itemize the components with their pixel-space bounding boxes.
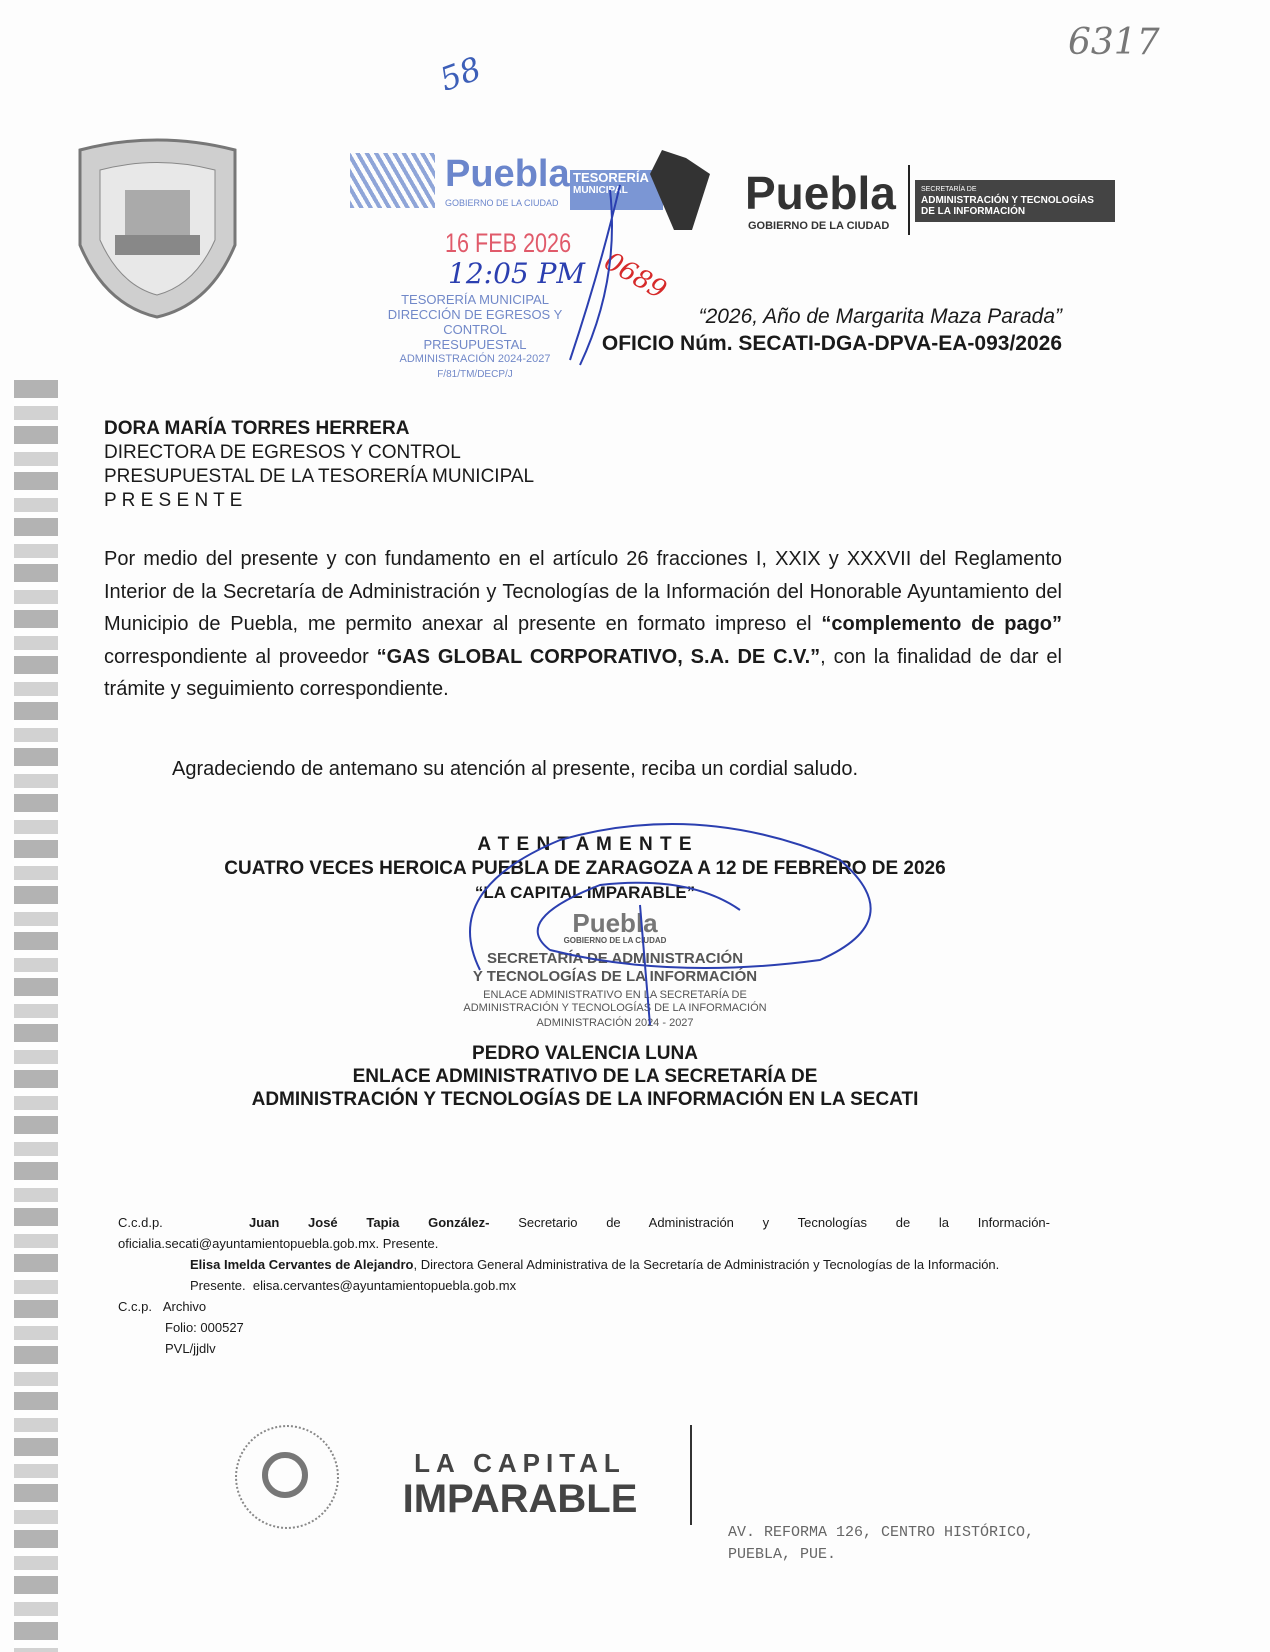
supplier-name: “GAS GLOBAL CORPORATIVO, S.A. DE C.V.” xyxy=(376,645,821,668)
stamp-badge-line1: TESORERÍA xyxy=(573,170,649,185)
handwritten-initials: 58 xyxy=(434,49,486,99)
addressee-block xyxy=(104,417,534,513)
signer-block xyxy=(150,1042,1020,1111)
puebla-logo-sub: GOBIERNO DE LA CIUDAD xyxy=(748,220,890,232)
stamp-line: DIRECCIÓN DE EGRESOS Y CONTROL xyxy=(387,307,563,337)
address-line: PUEBLA, PUE. xyxy=(728,1546,837,1563)
atentamente: A T E N T A M E N T E xyxy=(477,834,693,855)
body-text: , con la finalidad de dar el trámite y seguimiento correspondiente. xyxy=(104,645,1062,700)
signer-name: PEDRO VALENCIA LUNA xyxy=(472,1043,698,1064)
stamp-logo-emblem-icon xyxy=(350,153,435,208)
body-paragraph xyxy=(104,543,1062,706)
footer-address xyxy=(728,1522,1034,1566)
addressee-presente: P R E S E N T E xyxy=(104,490,243,511)
stamp-line: PRESUPUESTAL xyxy=(423,337,527,352)
received-date-stamp: 16 FEB 2026 xyxy=(445,228,572,258)
sign-stamp-line: ADMINISTRACIÓN Y TECNOLOGÍAS DE LA INFORMACIÓN xyxy=(463,1002,767,1014)
stamp-logo-sub: GOBIERNO DE LA CIUDAD xyxy=(445,198,559,208)
year-motto: “2026, Año de Margarita Maza Parada” xyxy=(698,305,1062,328)
sign-stamp-line: ENLACE ADMINISTRATIVO EN LA SECRETARÍA DE xyxy=(483,989,747,1001)
body-emphasis: “complemento de pago” xyxy=(821,613,1062,635)
folio-stamp-number: 0689 xyxy=(598,246,672,306)
body-text: Por medio del presente y con fundamento en el artículo 26 fracciones I, XXIX y XXXVII del Reglamento Interior de la Secretaría de Administración y Tecnologías de la Información del Honorable Ayuntamiento del Municipio de Puebla, me permito anexar al presente en formato impreso el xyxy=(104,548,1062,635)
stamp-line: F/81/TM/DECP/J xyxy=(437,369,513,380)
stamp-line: ADMINISTRACIÓN 2024-2027 xyxy=(399,353,551,365)
signer-title: ENLACE ADMINISTRATIVO DE LA SECRETARÍA DE xyxy=(352,1066,818,1087)
puebla-logo-text: Puebla xyxy=(745,167,896,219)
ccp-label: C.c.p. xyxy=(118,1299,152,1314)
signer-title: ADMINISTRACIÓN Y TECNOLOGÍAS DE LA INFORMACIÓN EN LA SECATI xyxy=(251,1089,919,1110)
initials-text: PVL/jjdlv xyxy=(165,1341,216,1356)
ccp-archivo: Archivo xyxy=(162,1299,207,1314)
body-text: correspondiente al proveedor xyxy=(104,645,377,668)
stamp-logo-brand: Puebla xyxy=(445,153,570,195)
oficio-number: OFICIO Núm. SECATI-DGA-DPVA-EA-093/2026 xyxy=(601,332,1062,355)
closing-city-date: CUATRO VECES HEROICA PUEBLA DE ZARAGOZA A 12 DE FEBRERO DE 2026 xyxy=(224,858,946,879)
cc-text: . Presente. xyxy=(375,1236,439,1251)
handwritten-signature-icon xyxy=(440,810,890,1040)
folio-text: Folio: 000527 xyxy=(165,1320,244,1335)
logo-divider xyxy=(908,165,910,235)
ccp-block xyxy=(118,1212,1050,1359)
addressee-title: PRESUPUESTAL DE LA TESORERÍA MUNICIPAL xyxy=(104,466,535,487)
closing-greeting: Agradeciendo de antemano su atención al presente, reciba un cordial saludo. xyxy=(172,758,859,780)
secretaria-badge xyxy=(915,180,1115,222)
cc-name: Elisa Imelda Cervantes de Alejandro xyxy=(190,1257,414,1272)
cc-role: Secretario de Administración y Tecnologías de la Información- xyxy=(489,1215,1050,1230)
ccdp-label: C.c.d.p. xyxy=(118,1215,163,1230)
handwritten-page-number: 6317 xyxy=(1068,22,1160,63)
addressee-name: DORA MARÍA TORRES HERRERA xyxy=(104,418,410,439)
capital-line1: LA CAPITAL xyxy=(414,1448,626,1478)
cc-email-link[interactable]: elisa.cervantes@ayuntamientopuebla.gob.mx xyxy=(252,1278,517,1293)
handwritten-time: 12:05 PM xyxy=(448,257,586,290)
stamp-line: TESORERÍA MUNICIPAL xyxy=(401,292,549,307)
closing-slogan: “LA CAPITAL IMPARABLE” xyxy=(474,883,696,902)
cc-name: Juan José Tapia González- xyxy=(248,1215,490,1230)
secretaria-line2: DE LA INFORMACIÓN xyxy=(921,206,1026,217)
sign-stamp-logo: Puebla xyxy=(572,908,658,938)
city-coat-of-arms-seal xyxy=(70,135,245,320)
decorative-border-strip xyxy=(14,380,58,1652)
footer-divider xyxy=(690,1425,692,1525)
puebla-emblem-icon xyxy=(650,150,710,230)
cc-role: , Directora General Administrativa de la Secretaría de Administración y Tecnologías de la Información. Presente. xyxy=(190,1257,1000,1293)
capital-imparable-logo xyxy=(375,1448,665,1519)
equality-norm-seal-icon xyxy=(235,1425,339,1529)
secretaria-small: SECRETARÍA DE xyxy=(921,186,977,193)
stamp-badge-line2: MUNICIPAL xyxy=(573,185,628,196)
capital-line2: IMPARABLE xyxy=(402,1477,638,1521)
sign-stamp-logo-sub: GOBIERNO DE LA CIUDAD xyxy=(563,936,667,945)
addressee-title: DIRECTORA DE EGRESOS Y CONTROL xyxy=(104,442,461,463)
sign-stamp-line: SECRETARÍA DE ADMINISTRACIÓN xyxy=(486,950,744,967)
sign-stamp-line: ADMINISTRACIÓN 2024 - 2027 xyxy=(536,1017,694,1029)
secretaria-line1: ADMINISTRACIÓN Y TECNOLOGÍAS xyxy=(921,195,1094,206)
sign-stamp-line: Y TECNOLOGÍAS DE LA INFORMACIÓN xyxy=(472,968,758,985)
address-line: AV. REFORMA 126, CENTRO HISTÓRICO, xyxy=(728,1524,1035,1541)
cc-email-link[interactable]: oficialia.secati@ayuntamientopuebla.gob.mx xyxy=(118,1236,376,1251)
